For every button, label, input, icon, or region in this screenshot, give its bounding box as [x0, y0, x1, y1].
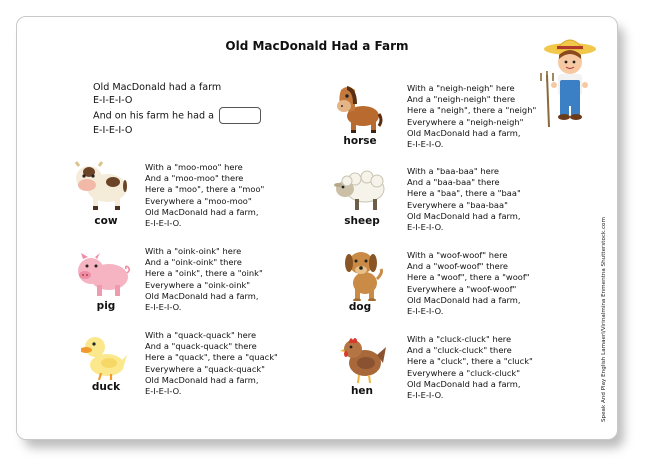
pig-verse-line-3: Here a "oink", there a "oink" — [145, 268, 263, 279]
worksheet — [16, 16, 618, 440]
duck-verse-line-1: With a "quack-quack" here — [145, 330, 257, 340]
dog-verse-line-4: Everywhere a "woof-woof" — [407, 283, 517, 294]
dog-illustration — [339, 249, 385, 301]
intro-line-4: E-I-E-I-O — [93, 125, 133, 136]
sheep-verse-line-5: Old MacDonald had a farm, — [407, 210, 521, 221]
duck-verse-line-6: E-I-E-I-O. — [145, 386, 182, 397]
hen-verse-line-4: Everywhere a "cluck-cluck" — [407, 367, 521, 378]
hen-verse-line-5: Old MacDonald had a farm, — [407, 378, 521, 389]
intro-stanza — [93, 81, 261, 137]
hen-verse-line-1: With a "cluck-cluck" here — [407, 334, 512, 344]
cow-illustration — [73, 160, 131, 212]
cow-verse — [145, 162, 264, 229]
duck-verse-line-4: Everywhere a "quack-quack" — [145, 363, 265, 374]
cow-verse-line-6: E-I-E-I-O. — [145, 218, 182, 229]
hen-verse-line-2: And a "cluck-cluck" there — [407, 345, 512, 356]
side-credit: Speak And Play English Lamaerl/Virinalmina Enmentna Shutterstock.com — [601, 217, 607, 422]
duck-verse-line-3: Here a "quack", there a "quack" — [145, 352, 278, 363]
dog-verse-line-3: Here a "woof", there a "woof" — [407, 272, 530, 283]
duck-label: duck — [91, 381, 121, 393]
intro-line-3 — [93, 107, 261, 124]
dog-verse-line-1: With a "woof-woof" here — [407, 250, 508, 260]
horse-verse-line-2: And a "neigh-neigh" there — [407, 94, 516, 105]
dog-label: dog — [348, 301, 372, 313]
dog-verse — [407, 250, 530, 317]
pig-label: pig — [96, 300, 116, 312]
duck-verse-line-5: Old MacDonald had a farm, — [145, 374, 259, 385]
horse-label: horse — [343, 135, 377, 147]
cow-verse-line-1: With a "moo-moo" here — [145, 162, 243, 172]
intro-line-1: Old MacDonald had a farm — [93, 82, 222, 93]
horse-verse — [407, 83, 536, 150]
intro-line-3-text: And on his farm he had a — [93, 110, 215, 122]
hen-verse — [407, 334, 533, 401]
pig-verse-line-4: Everywhere a "oink-oink" — [145, 279, 251, 290]
hen-label: hen — [350, 385, 374, 397]
horse-verse-line-1: With a "neigh-neigh" here — [407, 83, 515, 93]
horse-verse-line-3: Here a "neigh", there a "neigh" — [407, 105, 537, 116]
sheep-label: sheep — [344, 215, 380, 227]
hen-illustration — [339, 335, 387, 385]
dog-verse-line-6: E-I-E-I-O. — [407, 306, 444, 317]
horse-illustration — [333, 84, 383, 134]
duck-illustration — [81, 333, 127, 381]
duck-verse — [145, 330, 278, 397]
pig-verse-line-6: E-I-E-I-O. — [145, 302, 182, 313]
cow-verse-line-3: Here a "moo", there a "moo" — [145, 184, 265, 195]
pig-illustration — [75, 251, 131, 299]
hen-verse-line-3: Here a "cluck", there a "cluck" — [407, 356, 533, 367]
animal-blank-box[interactable] — [219, 107, 261, 124]
intro-line-2: E-I-E-I-O — [93, 95, 133, 106]
horse-verse-line-5: Old MacDonald had a farm, — [407, 127, 521, 138]
pig-verse-line-2: And a "oink-oink" there — [145, 257, 242, 268]
horse-verse-line-4: Everywhere a "neigh-neigh" — [407, 116, 524, 127]
page-title: Old MacDonald Had a Farm — [225, 39, 409, 53]
cow-verse-line-5: Old MacDonald had a farm, — [145, 206, 259, 217]
cow-verse-line-2: And a "moo-moo" there — [145, 173, 244, 184]
sheep-verse-line-2: And a "baa-baa" there — [407, 177, 500, 188]
dog-verse-line-5: Old MacDonald had a farm, — [407, 294, 521, 305]
cow-label: cow — [94, 215, 118, 227]
sheep-verse-line-4: Everywhere a "baa-baa" — [407, 199, 508, 210]
sheep-verse-line-3: Here a "baa", there a "baa" — [407, 188, 521, 199]
sheep-verse — [407, 166, 521, 233]
duck-verse-line-2: And a "quack-quack" there — [145, 341, 257, 352]
cow-verse-line-4: Everywhere a "moo-moo" — [145, 195, 252, 206]
dog-verse-line-2: And a "woof-woof" there — [407, 261, 509, 272]
hen-verse-line-6: E-I-E-I-O. — [407, 390, 444, 401]
farmer-illustration — [537, 35, 599, 131]
horse-verse-line-6: E-I-E-I-O. — [407, 139, 444, 150]
pig-verse — [145, 246, 263, 313]
pig-verse-line-1: With a "oink-oink" here — [145, 246, 242, 256]
sheep-illustration — [333, 167, 385, 213]
sheep-verse-line-1: With a "baa-baa" here — [407, 166, 500, 176]
pig-verse-line-5: Old MacDonald had a farm, — [145, 290, 259, 301]
sheep-verse-line-6: E-I-E-I-O. — [407, 222, 444, 233]
